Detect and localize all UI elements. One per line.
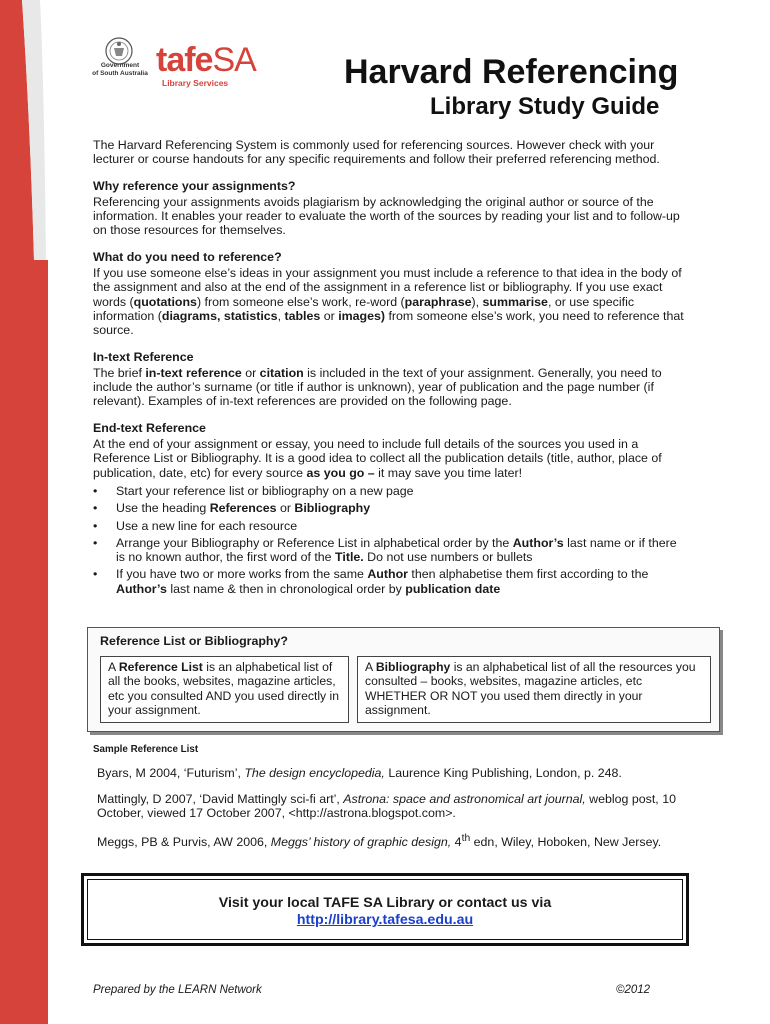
reference-entry: Byars, M 2004, ‘Futurism’, The design encyclopedia, Laurence King Publishing, London, p. 248. — [97, 766, 622, 780]
brand-wordmark: tafeSA — [156, 41, 256, 79]
footer-prepared-by: Prepared by the LEARN Network — [93, 984, 262, 996]
page-subtitle: Library Study Guide — [430, 93, 660, 120]
intext-paragraph: The brief in-text reference or citation is included in the text of your assignment. Generally, you need to include the author’s surname (or title if author is unknown), year of publication and the page number (if relevant). Examples of in-text references are provided on the following page. — [93, 365, 662, 409]
list-item: • Start your reference list or bibliography on a new page — [93, 484, 685, 498]
reference-rules-list — [93, 484, 685, 596]
list-item: • Arrange your Bibliography or Reference List in alphabetical order by the Author’s last name or if there is no known author, the first word of the Title. Do not use numbers or bullets — [93, 536, 685, 565]
list-item: • Use the heading References or Bibliography — [93, 501, 685, 515]
astrona-link[interactable]: http://astrona.blogspot.com — [295, 806, 446, 820]
main-content — [93, 138, 685, 599]
government-label: Government of South Australia — [92, 62, 148, 77]
footer-copyright: ©2012 — [616, 984, 651, 996]
contact-text: Visit your local TAFE SA Library or contact us via — [218, 895, 552, 911]
contact-callout-inner — [87, 879, 683, 940]
contact-callout — [81, 873, 689, 946]
compare-heading: Reference List or Bibliography? — [100, 634, 288, 648]
page-title: Harvard Referencing — [344, 53, 679, 91]
list-item: • Use a new line for each resource — [93, 519, 685, 533]
intext-heading: In-text Reference — [93, 349, 194, 364]
library-services-label: Library Services — [162, 78, 229, 88]
what-heading: What do you need to reference? — [93, 249, 282, 264]
reference-entry: Mattingly, D 2007, ‘David Mattingly sci-fi art’, Astrona: space and astronomical art journal, weblog post, 10 October, viewed 17 October 2007, <http://astrona.blogspot.com>. — [97, 791, 676, 820]
side-decorative-band — [0, 0, 48, 1024]
sample-reference-list — [97, 766, 707, 860]
tafesa-logo — [84, 36, 294, 92]
sample-list-title: Sample Reference List — [93, 744, 199, 755]
reference-list-definition: A Reference List is an alphabetical list of all the books, websites, magazine articles, etc you consulted AND you used directly in your assignment. — [100, 656, 349, 723]
intro-paragraph: The Harvard Referencing System is commonly used for referencing sources. However check with your lecturer or course handouts for any specific requirements and follow their preferred referencing method. — [93, 138, 660, 167]
reference-entry: Meggs, PB & Purvis, AW 2006, Meggs’ history of graphic design, 4th edn, Wiley, Hoboken, New Jersey. — [97, 832, 662, 849]
reference-vs-bibliography-panel — [87, 627, 720, 732]
why-heading: Why reference your assignments? — [93, 178, 296, 193]
bibliography-definition: A Bibliography is an alphabetical list of all the resources you consulted – books, websites, magazine articles, etc WHETHER OR NOT you used them directly in your assignment. — [357, 656, 711, 723]
endtext-heading: End-text Reference — [93, 420, 206, 435]
library-website-link[interactable]: http://library.tafesa.edu.au — [296, 912, 474, 928]
why-paragraph: Referencing your assignments avoids plagiarism by acknowledging the original author or source of the information. It enables your reader to evaluate the worth of the sources by reading your list and to follow-up on those resources for themselves. — [93, 194, 680, 238]
endtext-paragraph: At the end of your assignment or essay, you need to include full details of the sources you used in a Reference List or Bibliography. It is a good idea to collect all the publication details (title, author, place of publication, date, etc) for every source as you go – it may save you time later! — [93, 437, 662, 480]
what-paragraph: If you use someone else’s ideas in your assignment you must include a reference to that idea in the body of the assignment and also at the end of the assignment in a reference list or bibliography. If you use exact words (quotations) from someone else’s work, re-word (paraphrase), summarise, or use specific information (diagrams, statistics, tables or images) from someone else’s work, you need to reference that source. — [93, 266, 684, 338]
list-item: • If you have two or more works from the same Author then alphabetise them first according to the Author’s last name & then in chronological order by publication date — [93, 567, 685, 596]
